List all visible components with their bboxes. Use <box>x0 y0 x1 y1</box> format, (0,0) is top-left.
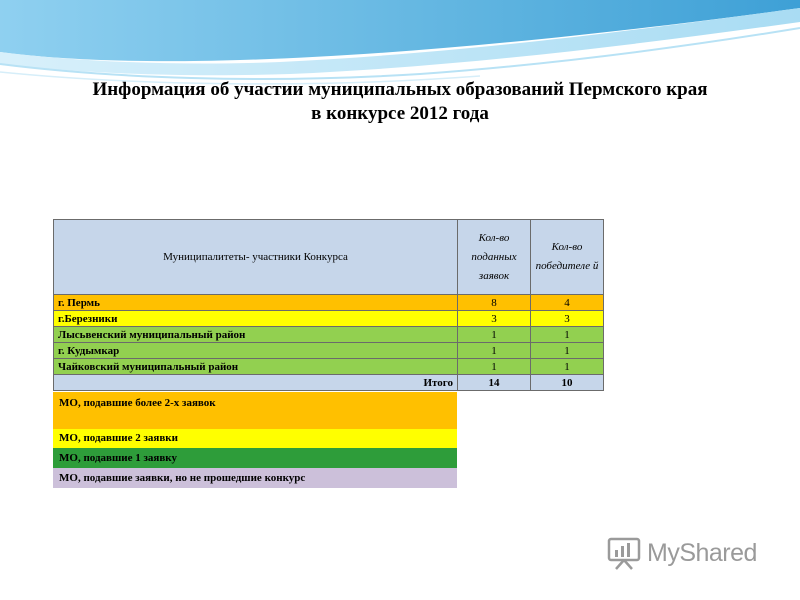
table-header-row <box>54 220 604 295</box>
header-winners: Кол-во победителе й <box>531 220 604 295</box>
row-name: Чайковский муниципальный район <box>54 359 458 375</box>
watermark <box>607 536 757 570</box>
row-applications: 1 <box>458 327 531 343</box>
table-row <box>54 311 604 327</box>
row-name: г. Пермь <box>54 295 458 311</box>
decorative-wave <box>0 0 800 90</box>
legend-one: МО, подавшие 1 заявку <box>53 448 457 468</box>
table-row <box>54 359 604 375</box>
row-name: г.Березники <box>54 311 458 327</box>
title-line-1: Информация об участии муниципальных образований Пермского края <box>92 79 708 100</box>
row-applications: 1 <box>458 343 531 359</box>
row-applications: 1 <box>458 359 531 375</box>
row-winners: 1 <box>531 343 604 359</box>
legend-not-passed: МО, подавшие заявки, но не прошедшие конкурс <box>53 468 457 488</box>
row-winners: 1 <box>531 327 604 343</box>
total-label: Итого <box>54 375 458 391</box>
page-title <box>40 78 760 126</box>
legend-more-than-two: МО, подавшие более 2-х заявок <box>53 392 457 429</box>
row-name: Лысьвенский муниципальный район <box>54 327 458 343</box>
table-row <box>54 295 604 311</box>
table-row <box>54 327 604 343</box>
legend-two: МО, подавшие 2 заявки <box>53 429 457 448</box>
header-municipalities: Муниципалитеты- участники Конкурса <box>54 220 458 295</box>
header-applications: Кол-во поданных заявок <box>458 220 531 295</box>
row-winners: 4 <box>531 295 604 311</box>
table-row <box>54 343 604 359</box>
row-winners: 1 <box>531 359 604 375</box>
table-total-row <box>54 375 604 391</box>
participation-table <box>53 219 604 391</box>
row-applications: 8 <box>458 295 531 311</box>
row-applications: 3 <box>458 311 531 327</box>
total-winners: 10 <box>531 375 604 391</box>
row-name: г. Кудымкар <box>54 343 458 359</box>
row-winners: 3 <box>531 311 604 327</box>
watermark-text: MyShared <box>647 538 757 567</box>
presentation-board-icon <box>607 536 641 570</box>
total-applications: 14 <box>458 375 531 391</box>
title-line-2: в конкурсе 2012 года <box>311 103 489 124</box>
